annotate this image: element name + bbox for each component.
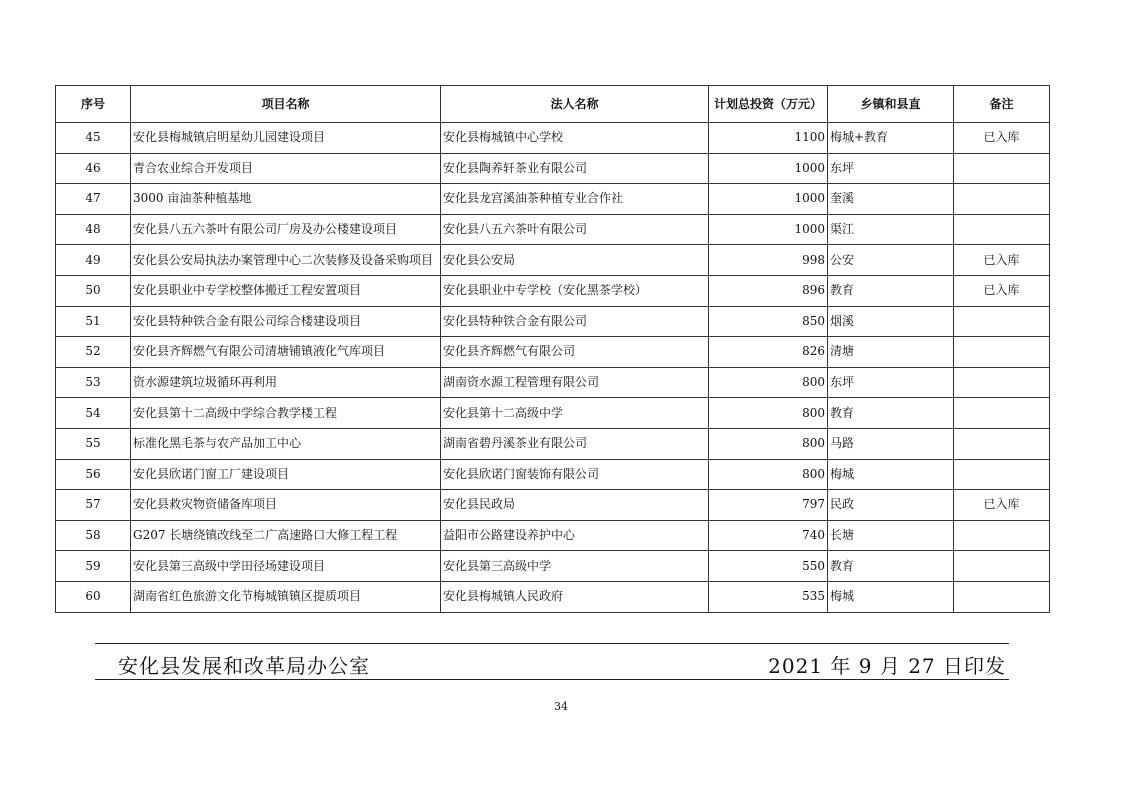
table-row xyxy=(56,520,1050,551)
cell-note xyxy=(954,398,1050,429)
cell-town: 马路 xyxy=(828,428,954,459)
cell-note xyxy=(954,551,1050,582)
cell-corp: 安化县特种铁合金有限公司 xyxy=(441,306,709,337)
cell-note xyxy=(954,581,1050,612)
table-row xyxy=(56,367,1050,398)
cell-project: 资水源建筑垃圾循环再利用 xyxy=(131,367,441,398)
cell-town: 东坪 xyxy=(828,367,954,398)
cell-project: 安化县第三高级中学田径场建设项目 xyxy=(131,551,441,582)
cell-seq: 55 xyxy=(56,428,131,459)
cell-project: 标准化黑毛茶与农产品加工中心 xyxy=(131,428,441,459)
cell-town: 渠江 xyxy=(828,214,954,245)
footer-divider-top xyxy=(95,643,1009,644)
cell-project: 安化县特种铁合金有限公司综合楼建设项目 xyxy=(131,306,441,337)
cell-note xyxy=(954,214,1050,245)
cell-seq: 48 xyxy=(56,214,131,245)
cell-corp: 安化县职业中专学校（安化黑茶学校） xyxy=(441,275,709,306)
cell-note xyxy=(954,428,1050,459)
header-town: 乡镇和县直 xyxy=(828,86,954,123)
cell-town: 清塘 xyxy=(828,337,954,368)
cell-town: 民政 xyxy=(828,490,954,521)
cell-project: 青合农业综合开发项目 xyxy=(131,153,441,184)
cell-project: 安化县八五六茶叶有限公司厂房及办公楼建设项目 xyxy=(131,214,441,245)
table-row xyxy=(56,123,1050,154)
cell-town: 奎溪 xyxy=(828,184,954,215)
cell-town: 教育 xyxy=(828,275,954,306)
cell-town: 教育 xyxy=(828,551,954,582)
header-note: 备注 xyxy=(954,86,1050,123)
cell-seq: 59 xyxy=(56,551,131,582)
table-row xyxy=(56,275,1050,306)
cell-town: 烟溪 xyxy=(828,306,954,337)
cell-note: 已入库 xyxy=(954,245,1050,276)
table-row xyxy=(56,306,1050,337)
cell-seq: 45 xyxy=(56,123,131,154)
cell-investment: 800 xyxy=(709,367,828,398)
cell-corp: 安化县民政局 xyxy=(441,490,709,521)
cell-seq: 49 xyxy=(56,245,131,276)
cell-note xyxy=(954,306,1050,337)
cell-corp: 安化县第十二高级中学 xyxy=(441,398,709,429)
cell-corp: 安化县八五六茶叶有限公司 xyxy=(441,214,709,245)
cell-town: 东坪 xyxy=(828,153,954,184)
cell-town: 教育 xyxy=(828,398,954,429)
cell-seq: 52 xyxy=(56,337,131,368)
cell-investment: 826 xyxy=(709,337,828,368)
cell-town: 梅城 xyxy=(828,581,954,612)
cell-corp: 湖南省碧丹溪茶业有限公司 xyxy=(441,428,709,459)
cell-note xyxy=(954,367,1050,398)
cell-investment: 800 xyxy=(709,428,828,459)
page-number: 34 xyxy=(554,700,568,713)
cell-investment: 797 xyxy=(709,490,828,521)
cell-note xyxy=(954,337,1050,368)
cell-corp: 安化县公安局 xyxy=(441,245,709,276)
cell-corp: 安化县欣诺门窗装饰有限公司 xyxy=(441,459,709,490)
cell-investment: 1000 xyxy=(709,153,828,184)
project-table xyxy=(55,85,1050,613)
cell-investment: 740 xyxy=(709,520,828,551)
cell-seq: 56 xyxy=(56,459,131,490)
cell-corp: 益阳市公路建设养护中心 xyxy=(441,520,709,551)
cell-note: 已入库 xyxy=(954,123,1050,154)
cell-seq: 53 xyxy=(56,367,131,398)
cell-project: G207 长塘绕镇改线至二广高速路口大修工程工程 xyxy=(131,520,441,551)
cell-note xyxy=(954,184,1050,215)
cell-seq: 46 xyxy=(56,153,131,184)
cell-investment: 550 xyxy=(709,551,828,582)
cell-corp: 安化县梅城镇人民政府 xyxy=(441,581,709,612)
cell-seq: 51 xyxy=(56,306,131,337)
cell-corp: 湖南资水源工程管理有限公司 xyxy=(441,367,709,398)
cell-town: 公安 xyxy=(828,245,954,276)
table-row xyxy=(56,459,1050,490)
cell-project: 安化县救灾物资储备库项目 xyxy=(131,490,441,521)
cell-project: 安化县齐辉燃气有限公司清塘铺镇液化气库项目 xyxy=(131,337,441,368)
cell-investment: 1000 xyxy=(709,184,828,215)
cell-seq: 58 xyxy=(56,520,131,551)
table-row xyxy=(56,184,1050,215)
table-row xyxy=(56,398,1050,429)
cell-investment: 800 xyxy=(709,459,828,490)
cell-investment: 1000 xyxy=(709,214,828,245)
header-project: 项目名称 xyxy=(131,86,441,123)
table-row xyxy=(56,490,1050,521)
cell-project: 安化县第十二高级中学综合教学楼工程 xyxy=(131,398,441,429)
cell-project: 安化县职业中专学校整体搬迁工程安置项目 xyxy=(131,275,441,306)
header-seq: 序号 xyxy=(56,86,131,123)
table-row xyxy=(56,214,1050,245)
cell-project: 3000 亩油茶种植基地 xyxy=(131,184,441,215)
cell-investment: 535 xyxy=(709,581,828,612)
cell-corp: 安化县梅城镇中心学校 xyxy=(441,123,709,154)
header-investment: 计划总投资（万元） xyxy=(709,86,828,123)
cell-project: 安化县欣诺门窗工厂建设项目 xyxy=(131,459,441,490)
cell-corp: 安化县龙宫溪油茶种植专业合作社 xyxy=(441,184,709,215)
cell-project: 安化县梅城镇启明星幼儿园建设项目 xyxy=(131,123,441,154)
table-row xyxy=(56,551,1050,582)
table-header-row xyxy=(56,86,1050,123)
table-row xyxy=(56,245,1050,276)
cell-note xyxy=(954,459,1050,490)
cell-project: 湖南省红色旅游文化节梅城镇镇区提质项目 xyxy=(131,581,441,612)
cell-investment: 850 xyxy=(709,306,828,337)
cell-investment: 998 xyxy=(709,245,828,276)
cell-note: 已入库 xyxy=(954,275,1050,306)
cell-seq: 47 xyxy=(56,184,131,215)
cell-project: 安化县公安局执法办案管理中心二次装修及设备采购项目 xyxy=(131,245,441,276)
header-corp: 法人名称 xyxy=(441,86,709,123)
cell-note: 已入库 xyxy=(954,490,1050,521)
cell-seq: 60 xyxy=(56,581,131,612)
cell-seq: 54 xyxy=(56,398,131,429)
cell-note xyxy=(954,520,1050,551)
cell-note xyxy=(954,153,1050,184)
cell-town: 梅城+教育 xyxy=(828,123,954,154)
cell-seq: 57 xyxy=(56,490,131,521)
cell-investment: 1100 xyxy=(709,123,828,154)
table-row xyxy=(56,428,1050,459)
cell-corp: 安化县齐辉燃气有限公司 xyxy=(441,337,709,368)
table-row xyxy=(56,337,1050,368)
footer-divider-bottom xyxy=(95,679,1009,680)
cell-town: 梅城 xyxy=(828,459,954,490)
cell-investment: 800 xyxy=(709,398,828,429)
cell-investment: 896 xyxy=(709,275,828,306)
cell-corp: 安化县陶养轩茶业有限公司 xyxy=(441,153,709,184)
cell-seq: 50 xyxy=(56,275,131,306)
footer-issuer: 安化县发展和改革局办公室 xyxy=(118,654,370,678)
cell-corp: 安化县第三高级中学 xyxy=(441,551,709,582)
cell-town: 长塘 xyxy=(828,520,954,551)
footer-date: 2021 年 9 月 27 日印发 xyxy=(768,654,1006,678)
table-row xyxy=(56,153,1050,184)
table-row xyxy=(56,581,1050,612)
